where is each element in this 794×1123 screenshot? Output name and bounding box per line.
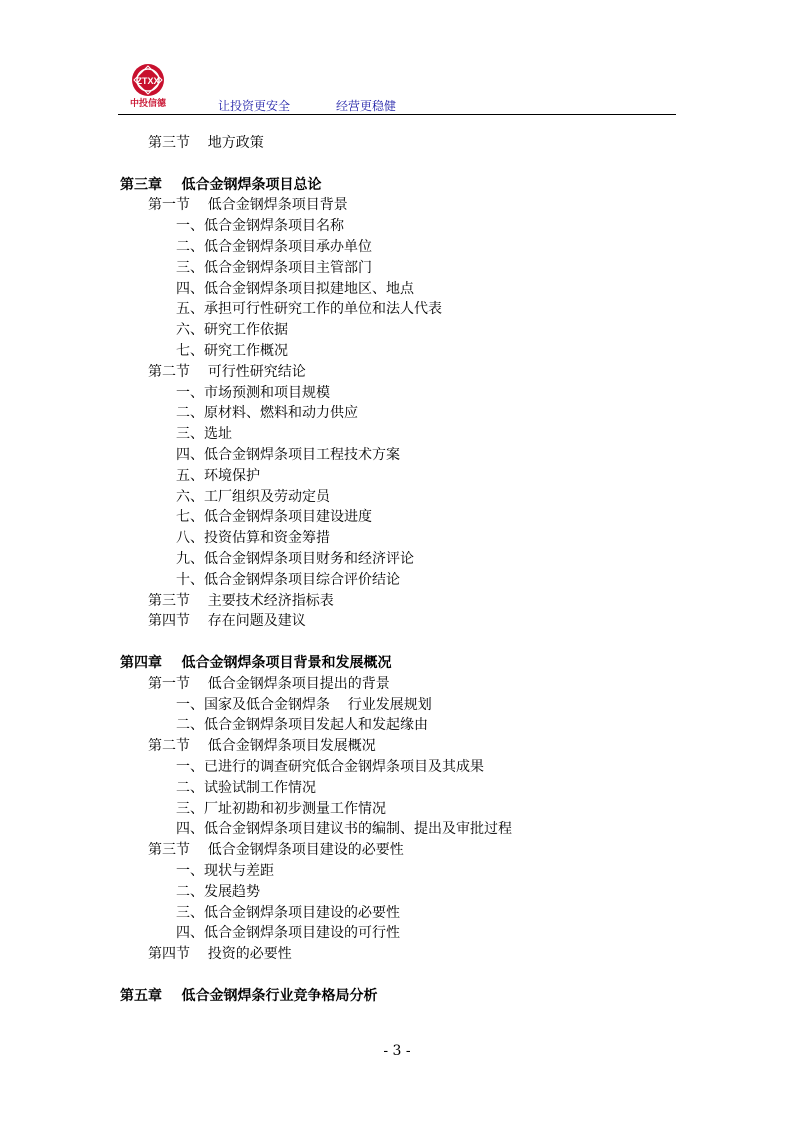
toc-section: 第一节 低合金钢焊条项目提出的背景 (148, 676, 390, 692)
toc-item: 八、投资估算和资金筹措 (176, 530, 330, 546)
page-header (118, 60, 676, 118)
toc-section: 第四节 投资的必要性 (148, 946, 292, 962)
toc-item: 三、选址 (176, 426, 232, 442)
toc-section: 第一节 低合金钢焊条项目背景 (148, 197, 348, 213)
toc-item: 七、低合金钢焊条项目建设进度 (176, 509, 372, 525)
toc-section: 第三节 地方政策 (148, 135, 264, 151)
toc-item: 二、试验试制工作情况 (176, 780, 316, 796)
toc-item: 五、环境保护 (176, 468, 260, 484)
toc-item: 六、研究工作依据 (176, 322, 288, 338)
toc-item: 三、厂址初勘和初步测量工作情况 (176, 801, 386, 817)
toc-item: 一、国家及低合金钢焊条 行业发展规划 (176, 697, 432, 713)
toc-item: 二、发展趋势 (176, 884, 260, 900)
slogan-stability: 经营更稳健 (336, 99, 397, 113)
toc-item: 四、低合金钢焊条项目工程技术方案 (176, 447, 400, 463)
company-logo (118, 60, 178, 112)
toc-section: 第三节 主要技术经济指标表 (148, 593, 334, 609)
toc-item: 一、低合金钢焊条项目名称 (176, 218, 344, 234)
toc-item: 一、现状与差距 (176, 863, 274, 879)
header-divider (118, 114, 676, 115)
toc-item: 二、低合金钢焊条项目承办单位 (176, 239, 372, 255)
toc-section: 第四节 存在问题及建议 (148, 613, 306, 629)
toc-item: 二、低合金钢焊条项目发起人和发起缘由 (176, 717, 428, 733)
toc-item: 三、低合金钢焊条项目主管部门 (176, 260, 372, 276)
svg-text:ZTXX: ZTXX (136, 76, 160, 86)
toc-item: 二、原材料、燃料和动力供应 (176, 405, 358, 421)
slogan-safety: 让投资更安全 (218, 99, 291, 113)
toc-item: 十、低合金钢焊条项目综合评价结论 (176, 572, 400, 588)
toc-item: 七、研究工作概况 (176, 343, 288, 359)
toc-item: 五、承担可行性研究工作的单位和法人代表 (176, 301, 442, 317)
toc-section: 第二节 可行性研究结论 (148, 364, 306, 380)
page-number: - 3 - (383, 1043, 411, 1059)
toc-item: 四、低合金钢焊条项目拟建地区、地点 (176, 281, 414, 297)
toc-item: 四、低合金钢焊条项目建议书的编制、提出及审批过程 (176, 821, 512, 837)
toc-chapter: 第四章 低合金钢焊条项目背景和发展概况 (120, 655, 392, 671)
toc-section: 第二节 低合金钢焊条项目发展概况 (148, 738, 376, 754)
toc-chapter: 第五章 低合金钢焊条行业竞争格局分析 (120, 988, 378, 1004)
toc-section: 第三节 低合金钢焊条项目建设的必要性 (148, 842, 404, 858)
toc-chapter: 第三章 低合金钢焊条项目总论 (120, 177, 322, 193)
toc-item: 三、低合金钢焊条项目建设的必要性 (176, 905, 400, 921)
toc-item: 一、市场预测和项目规模 (176, 385, 330, 401)
toc-item: 一、已进行的调查研究低合金钢焊条项目及其成果 (176, 759, 484, 775)
svg-text:中投信德: 中投信德 (129, 99, 167, 109)
toc-item: 四、低合金钢焊条项目建设的可行性 (176, 925, 400, 941)
toc-item: 六、工厂组织及劳动定员 (176, 489, 330, 505)
toc-item: 九、低合金钢焊条项目财务和经济评论 (176, 551, 414, 567)
